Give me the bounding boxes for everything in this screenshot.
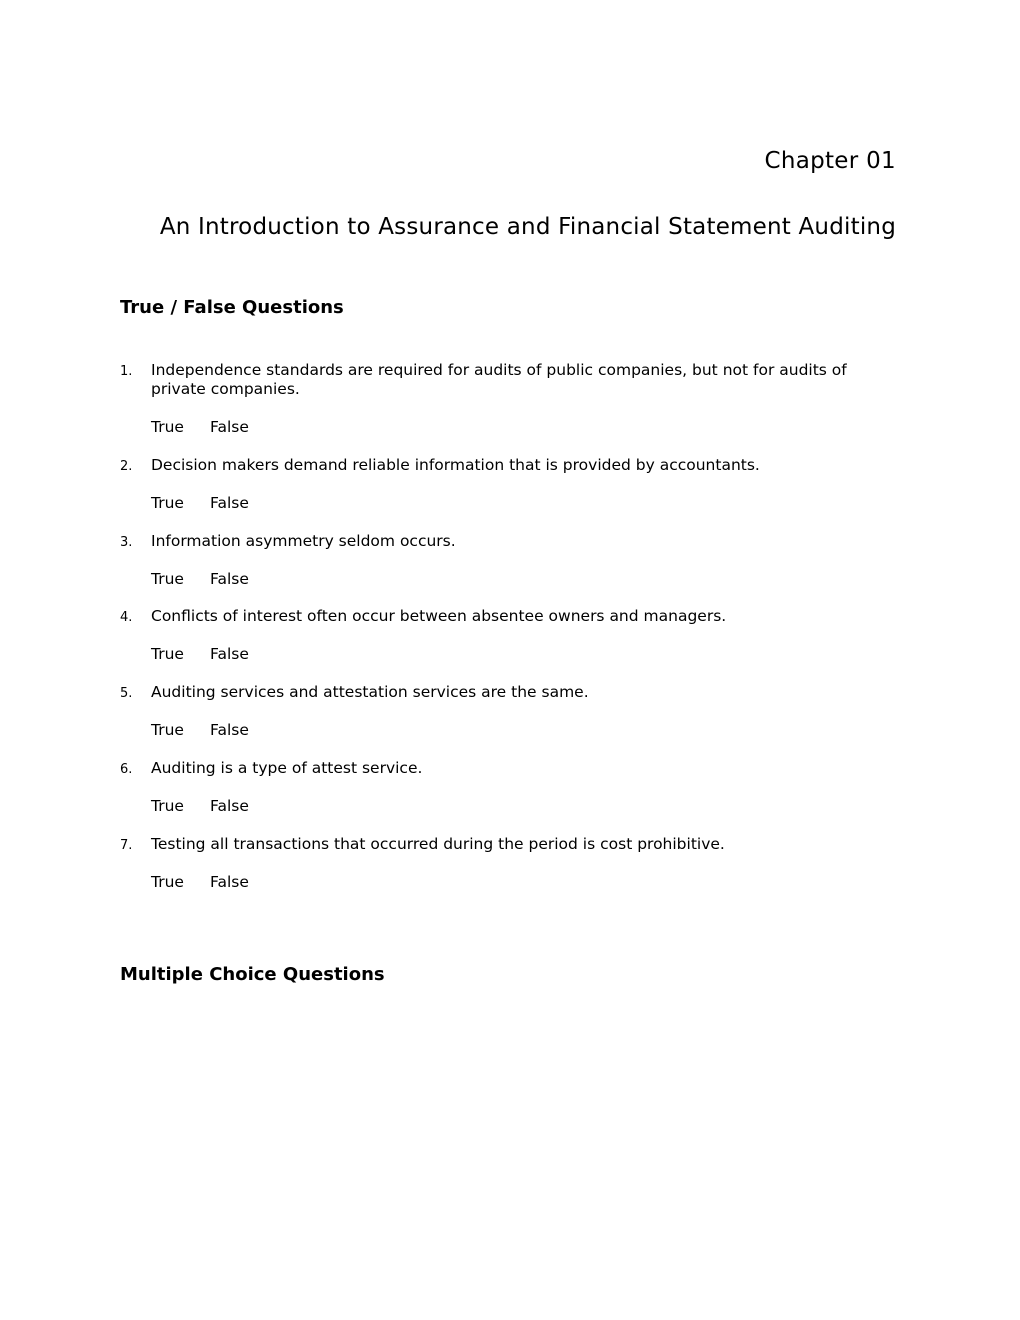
question-number: 3. bbox=[120, 535, 133, 550]
chapter-label: Chapter 01 bbox=[764, 148, 896, 174]
false-option[interactable]: False bbox=[210, 570, 249, 588]
false-option[interactable]: False bbox=[210, 645, 249, 663]
question-number: 5. bbox=[120, 686, 133, 701]
true-option[interactable]: True bbox=[151, 418, 184, 436]
answer-options bbox=[151, 494, 249, 512]
chapter-title: An Introduction to Assurance and Financial Statement Auditing bbox=[159, 214, 896, 240]
question-number: 1. bbox=[120, 364, 133, 379]
answer-options bbox=[151, 645, 249, 663]
false-option[interactable]: False bbox=[210, 721, 249, 739]
answer-options bbox=[151, 721, 249, 739]
question-text: Decision makers demand reliable information that is provided by accountants. bbox=[151, 456, 760, 474]
true-option[interactable]: True bbox=[151, 645, 184, 663]
question-number: 2. bbox=[120, 459, 133, 474]
true-option[interactable]: True bbox=[151, 721, 184, 739]
question-number: 7. bbox=[120, 838, 133, 853]
answer-options bbox=[151, 570, 249, 588]
answer-options bbox=[151, 797, 249, 815]
answer-options bbox=[151, 873, 249, 891]
question-number: 4. bbox=[120, 610, 133, 625]
question-text: Conflicts of interest often occur between absentee owners and managers. bbox=[151, 607, 727, 625]
true-option[interactable]: True bbox=[151, 797, 184, 815]
question-text: Information asymmetry seldom occurs. bbox=[151, 532, 456, 550]
true-false-heading: True / False Questions bbox=[120, 297, 344, 318]
question-text: Auditing services and attestation services are the same. bbox=[151, 683, 589, 701]
true-option[interactable]: True bbox=[151, 494, 184, 512]
true-option[interactable]: True bbox=[151, 873, 184, 891]
answer-options bbox=[151, 418, 249, 436]
multiple-choice-heading: Multiple Choice Questions bbox=[120, 964, 385, 985]
question-text: Testing all transactions that occurred during the period is cost prohibitive. bbox=[151, 835, 725, 853]
false-option[interactable]: False bbox=[210, 797, 249, 815]
false-option[interactable]: False bbox=[210, 494, 249, 512]
question-text: Independence standards are required for audits of public companies, but not for audits of private companies. bbox=[151, 361, 847, 398]
false-option[interactable]: False bbox=[210, 873, 249, 891]
false-option[interactable]: False bbox=[210, 418, 249, 436]
true-option[interactable]: True bbox=[151, 570, 184, 588]
question-number: 6. bbox=[120, 762, 133, 777]
question-text: Auditing is a type of attest service. bbox=[151, 759, 423, 777]
